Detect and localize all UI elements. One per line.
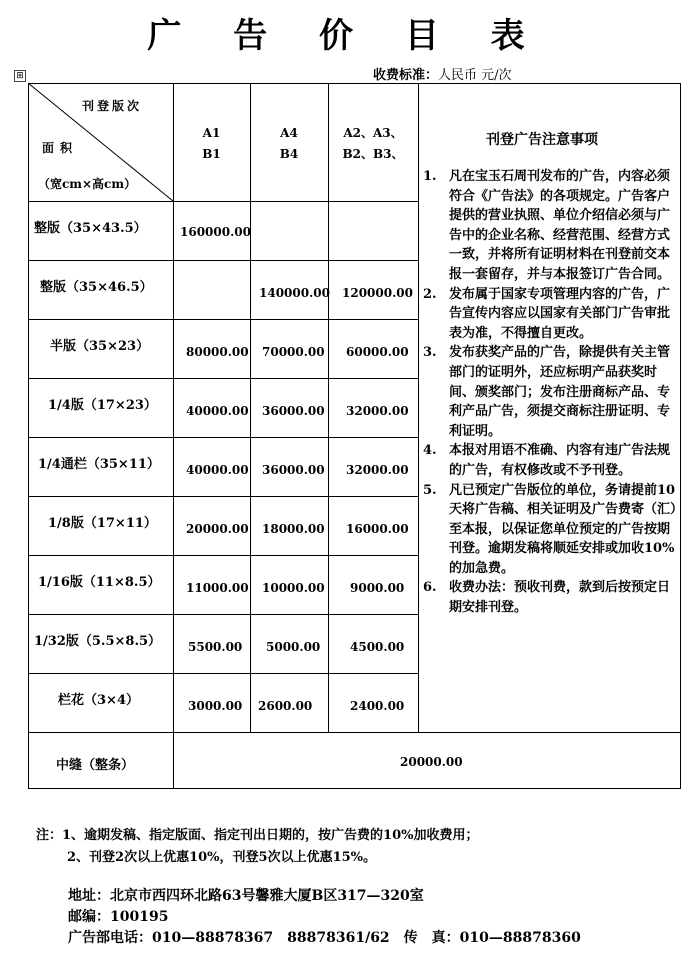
note-text: 收费办法：预收刊费，款到后按预定日期安排刊登。 <box>449 580 671 616</box>
row-price-c2: 36000.00 <box>262 404 325 418</box>
row-divider <box>28 437 418 438</box>
row-size-label: 1/8版（17×11） <box>48 516 157 531</box>
row-price-c3: 32000.00 <box>346 463 409 477</box>
header-col-a1-line2: B1 <box>202 147 221 161</box>
row-divider <box>28 496 418 497</box>
footnote-2: 2、刊登2次以上优惠10%，刊登5次以上优惠15%。 <box>67 850 377 865</box>
header-col-a1-line1: A1 <box>202 126 221 140</box>
row-price-c1: 40000.00 <box>186 463 249 477</box>
row-divider <box>28 319 418 320</box>
row-size-label: 整版（35×43.5） <box>34 221 147 236</box>
note-text: 凡已预定广告版位的单位，务请提前10天将广告稿、相关证明及广告费寄（汇）至本报，以保证您单位预定的广告按期刊登。逾期发稿将顺延安排或加收10%的加急费。 <box>449 482 677 576</box>
note-text: 凡在宝玉石周刊发布的广告，内容必须符合《广告法》的各项规定。广告客户提供的营业执照、单位介绍信必须与广告中的企业名称、经营范围、经营方式一致，并将所有证明材料在刊登前交本报一套留存，并与本报签订广告合同。 <box>449 169 671 282</box>
note-text: 本报对用语不准确、内容有违广告法规的广告，有权修改或不予刊登。 <box>449 443 671 478</box>
row-price-c2: 10000.00 <box>262 581 325 595</box>
row-divider <box>28 673 418 674</box>
row-size-label: 半版（35×23） <box>50 339 150 354</box>
notes-list <box>423 167 681 618</box>
note-item <box>423 578 681 617</box>
middle-seam-price: 20000.00 <box>400 755 463 769</box>
row-size-label: 整版（35×46.5） <box>40 280 153 295</box>
row-size-label: 1/4通栏（35×11） <box>38 457 160 472</box>
row-divider <box>28 260 418 261</box>
note-number: 3. <box>423 345 437 361</box>
header-row-label: 刊登版次 <box>82 99 143 113</box>
header-col-a1 <box>173 123 250 165</box>
row-size-label: 栏花（3×4） <box>58 693 139 708</box>
contact-info <box>68 886 581 949</box>
note-number: 1. <box>423 169 437 184</box>
rate-label: 收费标准： <box>373 68 439 83</box>
note-item <box>423 441 681 480</box>
row-price-c3: 60000.00 <box>346 345 409 359</box>
rate-value: 人民币 元/次 <box>438 68 512 83</box>
header-unit-label: （宽cm×高cm） <box>38 177 137 191</box>
header-col-a4 <box>250 123 328 165</box>
col-divider <box>250 83 251 732</box>
note-item <box>423 167 681 285</box>
table-move-handle-icon[interactable]: ⊞ <box>14 70 26 82</box>
footnotes <box>36 825 479 869</box>
header-col-a2-line2: B2、B3、 <box>342 147 404 161</box>
notes-title: 刊登广告注意事项 <box>486 132 598 148</box>
row-price-c3: 9000.00 <box>350 581 405 595</box>
row-price-c1: 40000.00 <box>186 404 249 418</box>
note-number: 6. <box>423 580 437 596</box>
header-col-a2 <box>328 123 418 165</box>
header-area-label: 面积 <box>42 141 79 155</box>
page-title: 广 告 价 目 表 <box>147 16 545 56</box>
header-col-a2-line1: A2、A3、 <box>343 126 403 140</box>
col-divider <box>418 83 419 732</box>
note-text: 发布获奖产品的广告，除提供有关主管部门的证明外，还应标明产品获奖时间、颁奖部门；发布注册商标产品、专利产品广告，须提交商标注册证明、专利证明。 <box>449 345 671 439</box>
row-size-label: 1/16版（11×8.5） <box>38 575 161 590</box>
rate-standard <box>373 64 512 83</box>
note-number: 5. <box>423 482 437 498</box>
row-price-c1: 5500.00 <box>188 640 243 654</box>
row-price-c3: 32000.00 <box>346 404 409 418</box>
note-number: 2. <box>423 286 437 302</box>
row-price-c1: 80000.00 <box>186 345 249 359</box>
row-divider <box>28 378 418 379</box>
row-price-c1: 20000.00 <box>186 522 249 536</box>
row-price-c3: 120000.00 <box>342 286 413 300</box>
row-price-c2: 70000.00 <box>262 345 325 359</box>
col-divider <box>328 83 329 732</box>
row-divider <box>28 732 418 733</box>
col-divider <box>173 83 174 732</box>
row-size-label: 1/4版（17×23） <box>48 398 157 413</box>
middle-seam-label: 中缝（整条） <box>56 758 135 773</box>
row-price-c1: 3000.00 <box>188 699 243 713</box>
note-number: 4. <box>423 443 437 459</box>
row-price-c3: 16000.00 <box>346 522 409 536</box>
row-price-c2: 5000.00 <box>266 640 321 654</box>
col-divider <box>173 732 174 789</box>
row-price-c2: 36000.00 <box>262 463 325 477</box>
row-divider <box>28 201 418 202</box>
note-item <box>423 481 681 579</box>
row-price-c3: 4500.00 <box>350 640 405 654</box>
row-price-c2: 18000.00 <box>262 522 325 536</box>
contact-address: 地址：北京市西四环北路63号馨雅大厦B区317—320室 <box>68 888 424 904</box>
contact-phone: 广告部电话：010—88878367 88878361/62 传 真：010—88878360 <box>68 930 581 946</box>
row-price-c1: 11000.00 <box>186 581 249 595</box>
row-divider <box>28 614 418 615</box>
row-price-c2: 2600.00 <box>258 699 313 713</box>
row-price-c2: 140000.00 <box>259 286 330 300</box>
row-price-c3: 2400.00 <box>350 699 405 713</box>
contact-postcode: 邮编：100195 <box>68 909 169 925</box>
row-price-c1: 160000.00 <box>180 225 251 239</box>
row-divider <box>418 732 681 733</box>
note-item <box>423 343 681 441</box>
header-col-a4-line1: A4 <box>280 126 298 140</box>
note-item <box>423 285 681 344</box>
row-divider <box>28 555 418 556</box>
note-text: 发布属于国家专项管理内容的广告，广告宣传内容应以国家有关部门广告审批表为准，不得擅自更改。 <box>449 286 671 341</box>
footnote-1: 注：1、逾期发稿、指定版面、指定刊出日期的，按广告费的10%加收费用； <box>36 828 479 843</box>
header-col-a4-line2: B4 <box>279 147 299 161</box>
row-size-label: 1/32版（5.5×8.5） <box>34 634 162 649</box>
